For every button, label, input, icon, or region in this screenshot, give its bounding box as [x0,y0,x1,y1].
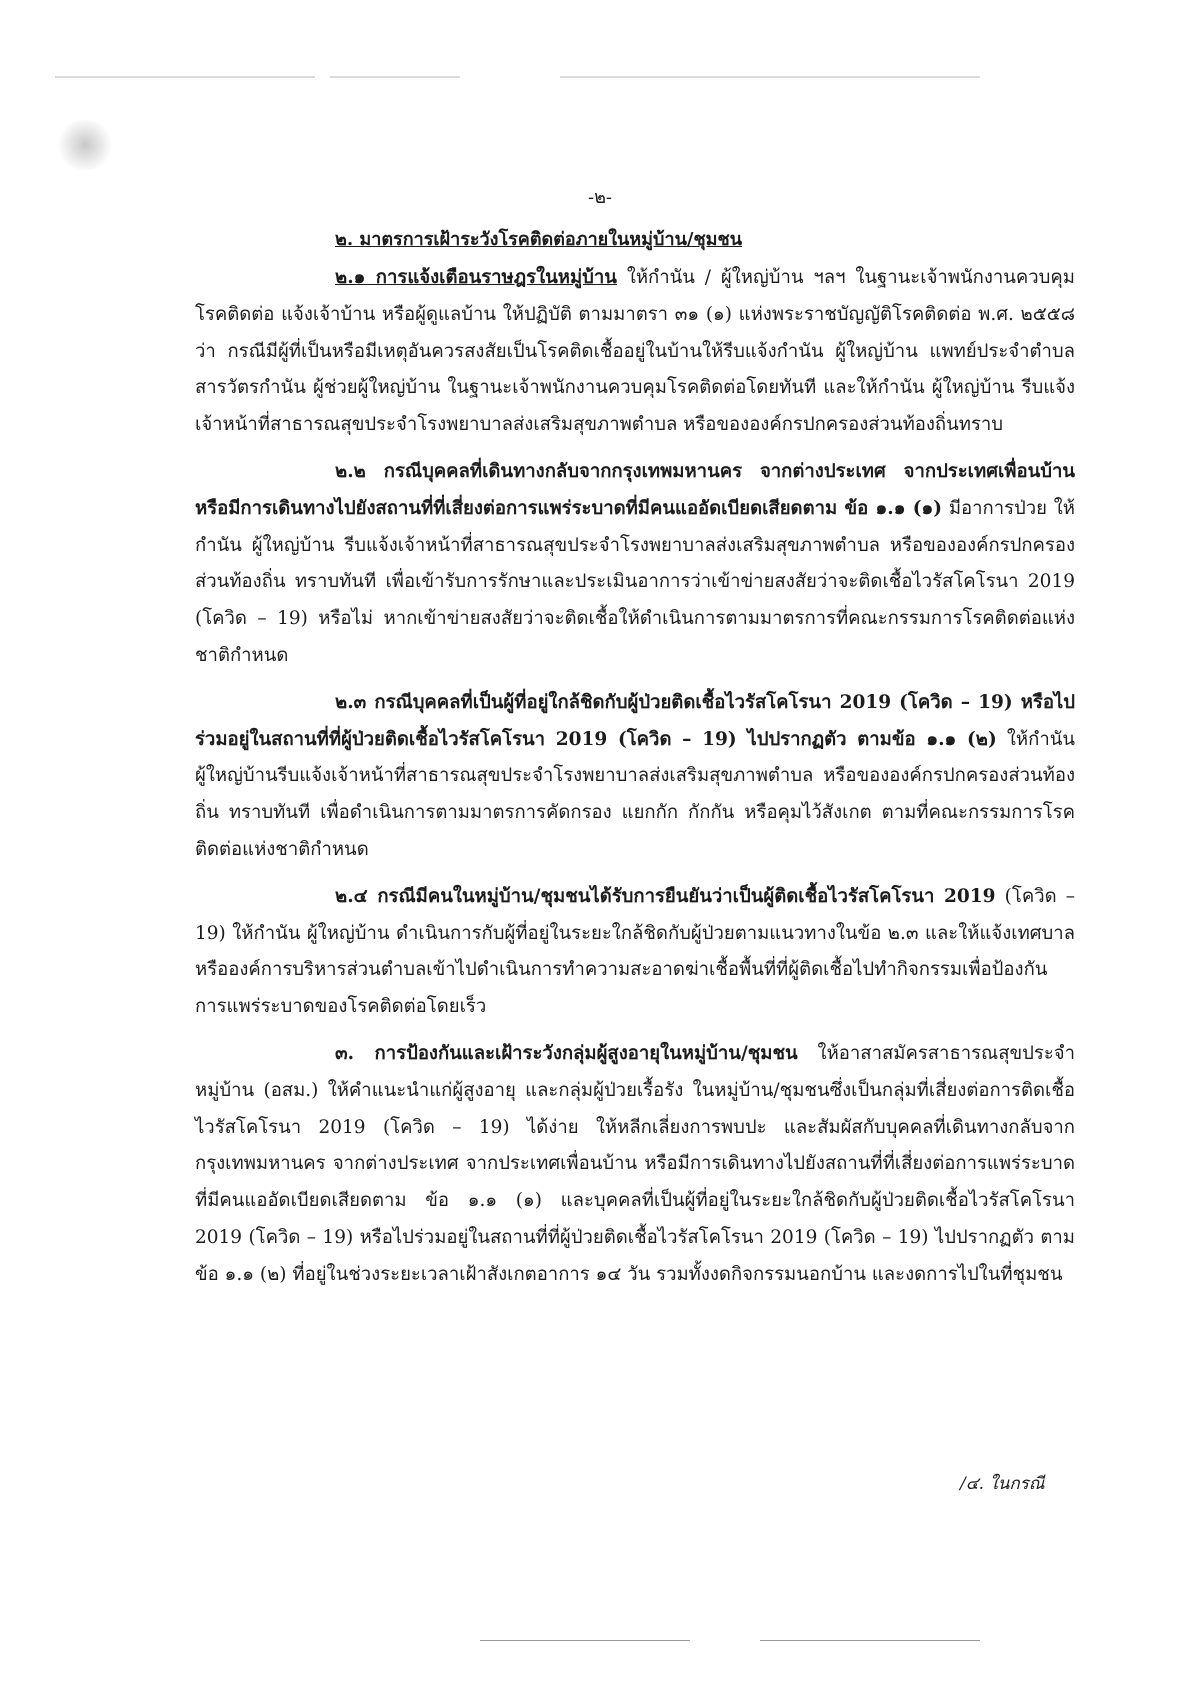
scan-smudge [55,120,115,170]
scan-noise [760,1640,980,1641]
scan-noise [480,1640,690,1641]
scan-noise [330,76,460,78]
paragraph-lead: ๒.๓ กรณีบุคคลที่เป็นผู้ที่อยู่ใกล้ชิดกับผู้ป่วยติดเชื้อไวรัสโคโรนา 2019 (โควิด – 19) หรือไปร่วมอยู่ในสถานที่ที่ผู้ป่วยติดเชื้อไวรัสโคโรนา 2019 (โควิด – 19) ไปปรากฏตัว ตามข้อ ๑.๑ (๒) [195,691,1075,750]
next-page-note: /๔. ในกรณี [960,1474,1045,1494]
paragraph-2-1 [195,260,1075,444]
paragraph-lead: ๒.๑ การแจ้งเตือนราษฎรในหมู่บ้าน [335,267,617,288]
paragraph-2-2 [195,454,1075,675]
section-heading: ๒. มาตรการเฝ้าระวังโรคติดต่อภายในหมู่บ้าน/ชุมชน [335,229,743,250]
document-body [195,260,1075,1300]
paragraph-text: ให้กำนัน / ผู้ใหญ่บ้าน ฯลฯ ในฐานะเจ้าพนักงานควบคุมโรคติดต่อ แจ้งเจ้าบ้าน หรือผู้ดูแลบ้าน ให้ปฏิบัติ ตามมาตรา ๓๑ (๑) แห่งพระราชบัญญัติโรคติดต่อ พ.ศ. ๒๕๕๘ ว่า กรณีมีผู้ที่เป็นหรือมีเหตุอันควรสงสัยเป็นโรคติดเชื้ออยู่ในบ้านให้รีบแจ้งกำนัน ผู้ใหญ่บ้าน แพทย์ประจำตำบล สารวัตรกำนัน ผู้ช่วยผู้ใหญ่บ้าน ในฐานะเจ้าพนักงานควบคุมโรคติดต่อโดยทันที และให้กำนัน ผู้ใหญ่บ้าน รีบแจ้งเจ้าหน้าที่สาธารณสุขประจำโรงพยาบาลส่งเสริมสุขภาพตำบล หรือขององค์กรปกครองส่วนท้องถิ่นทราบ [195,267,1075,436]
paragraph-lead: ๓. การป้องกันและเฝ้าระวังกลุ่มผู้สูงอายุในหมู่บ้าน/ชุมชน [335,1042,798,1064]
scan-noise [560,76,980,78]
paragraph-text: ให้กำนัน ผู้ใหญ่บ้านรีบแจ้งเจ้าหน้าที่สาธารณสุขประจำโรงพยาบาลส่งเสริมสุขภาพตำบล หรือขององค์กรปกครองส่วนท้องถิ่น ทราบทันที เพื่อดำเนินการตามมาตรการคัดกรอง แยกกัก กักกัน หรือคุมไว้สังเกต ตามที่คณะกรรมการโรคติดต่อแห่งชาติกำหนด [195,728,1075,860]
page-number: -๒- [587,187,613,208]
paragraph-text: ให้อาสาสมัครสาธารณสุขประจำหมู่บ้าน (อสม.) ให้คำแนะนำแก่ผู้สูงอายุ และกลุ่มผู้ป่วยเรื้อรัง ในหมู่บ้าน/ชุมชนซึ่งเป็นกลุ่มที่เสี่ยงต่อการติดเชื้อไวรัสโคโรนา 2019 (โควิด – 19) ได้ง่าย ให้หลีกเลี่ยงการพบปะ และสัมผัสกับบุคคลที่เดินทางกลับจากกรุงเทพมหานคร จากต่างประเทศ จากประเทศเพื่อนบ้าน หรือมีการเดินทางไปยังสถานที่ที่เสี่ยงต่อการแพร่ระบาดที่มีคนแออัดเบียดเสียดตาม ข้อ ๑.๑ (๑) และบุคคลที่เป็นผู้ที่อยู่ในระยะใกล้ชิดกับผู้ป่วยติดเชื้อไวรัสโคโรนา 2019 (โควิด – 19) หรือไปร่วมอยู่ในสถานที่ที่ผู้ป่วยติดเชื้อไวรัสโคโรนา 2019 (โควิด – 19) ไปปรากฏตัว ตามข้อ ๑.๑ (๒) ที่อยู่ในช่วงระยะเวลาเฝ้าสังเกตอาการ ๑๔ วัน รวมทั้งงดกิจกรรมนอกบ้าน และงดการไปในที่ชุมชน [195,1042,1076,1285]
paragraph-lead: ๒.๔ กรณีมีคนในหมู่บ้าน/ชุมชนได้รับการยืนยันว่าเป็นผู้ติดเชื้อไวรัสโคโรนา 2019 [335,885,996,907]
paragraph-2-3 [195,685,1075,869]
scan-noise [55,76,315,78]
paragraph-3 [195,1036,1075,1294]
paragraph-text: มีอาการป่วย ให้กำนัน ผู้ใหญ่บ้าน รีบแจ้งเจ้าหน้าที่สาธารณสุขประจำโรงพยาบาลส่งเสริมสุขภาพตำบล หรือขององค์กรปกครองส่วนท้องถิ่น ทราบทันที เพื่อเข้ารับการรักษาและประเมินอาการว่าเข้าข่ายสงสัยว่าจะติดเชื้อไวรัสโคโรนา 2019 (โควิด – 19) หรือไม่ หากเข้าข่ายสงสัยว่าจะติดเชื้อให้ดำเนินการตามมาตรการที่คณะกรรมการโรคติดต่อแห่งชาติกำหนด [195,497,1075,666]
paragraph-lead: ๒.๒ กรณีบุคคลที่เดินทางกลับจากกรุงเทพมหานคร จากต่างประเทศ จากประเทศเพื่อนบ้าน หรือมีการเดินทางไปยังสถานที่ที่เสี่ยงต่อการแพร่ระบาดที่มีคนแออัดเบียดเสียดตาม ข้อ ๑.๑ (๑) [195,460,1075,519]
paragraph-2-4 [195,879,1075,1026]
paragraph-text: (โควิด – 19) ให้กำนัน ผู้ใหญ่บ้าน ดำเนินการกับผู้ที่อยู่ในระยะใกล้ชิดกับผู้ป่วยตามแนวทางในข้อ ๒.๓ และให้แจ้งเทศบาลหรือองค์การบริหารส่วนตำบลเข้าไปดำเนินการทำความสะอาดฆ่าเชื้อพื้นที่ที่ผู้ติดเชื้อไปทำกิจกรรมเพื่อป้องกันการแพร่ระบาดของโรคติดต่อโดยเร็ว [195,885,1075,1018]
